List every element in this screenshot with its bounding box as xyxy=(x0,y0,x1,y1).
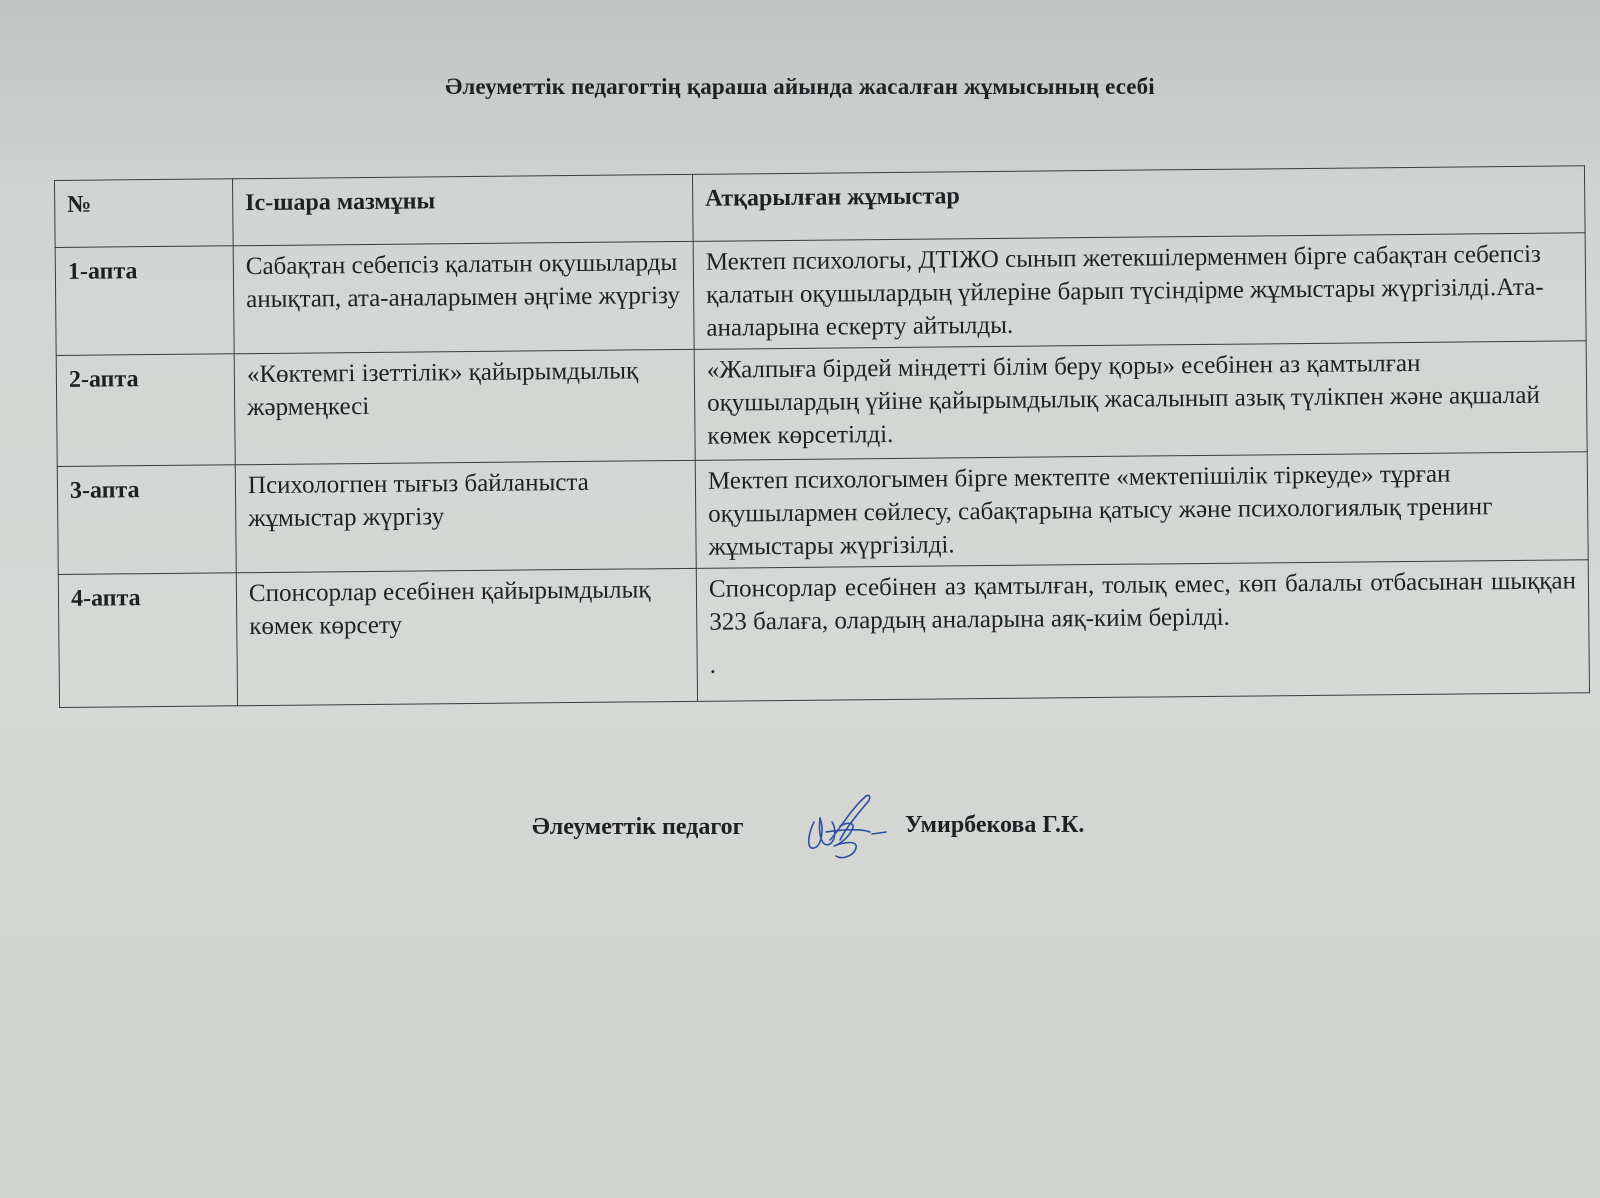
signatory-name: Умирбекова Г.К. xyxy=(905,812,1085,838)
week-cell: 2-апта xyxy=(56,354,235,467)
result-cell xyxy=(696,560,1589,702)
event-cell: «Көктемгі ізеттілік» қайырымдылық жәрмеңкесі xyxy=(234,349,695,464)
column-header-result: Атқарылған жұмыстар xyxy=(692,166,1585,242)
event-cell: Спонсорлар есебінен қайырымдылық көмек көрсету xyxy=(236,568,697,705)
signature-block xyxy=(0,788,1600,878)
column-header-event: Іс-шара мазмұны xyxy=(232,174,693,245)
table-row xyxy=(57,452,1588,575)
event-cell: Сабақтан себепсіз қалатын оқушыларды анықтап, ата-аналарымен әңгіме жүргізу xyxy=(233,241,694,353)
result-text: Спонсорлар есебінен аз қамтылған, толық емес, көп балалы отбасынан шыққан 323 балаға, олардың аналарына аяқ-киім берілді. xyxy=(708,567,1577,636)
result-cell: «Жалпыға бірдей міндетті білім беру қоры» есебінен аз қамтылған оқушылардың үйіне қайырымдылық жасалынып азық түлікпен және ақшалай көмек көрсетілді. xyxy=(694,341,1587,461)
column-header-number: № xyxy=(55,179,234,248)
event-cell: Психологпен тығыз байланыста жұмыстар жүргізу xyxy=(235,460,696,572)
report-table-wrapper xyxy=(54,165,1589,708)
report-table xyxy=(54,165,1590,708)
handwritten-signature xyxy=(800,788,900,868)
trailing-mark: . xyxy=(709,651,717,679)
table-row xyxy=(58,560,1589,708)
result-cell: Мектеп психологымен бірге мектепте «мектепішілік тіркеуде» тұрған оқушылармен сөйлесу, сабақтарына қатысу және психологиялық тренинг жұмыстары жүргізілді. xyxy=(695,452,1588,569)
document-title: Әлеуметтік педагогтің қараша айында жасалған жұмысының есебі xyxy=(445,74,1155,99)
table-row xyxy=(55,233,1586,356)
week-cell: 4-апта xyxy=(58,573,237,708)
result-cell: Мектеп психологы, ДТІЖО сынып жетекшілерменмен бірге сабақтан себепсіз қалатын оқушылардың үйлеріне барып түсіндірме жұмыстары жүргізілді.Ата-аналарына ескерту айтылды. xyxy=(693,233,1586,350)
week-cell: 3-апта xyxy=(57,465,236,575)
week-cell: 1-апта xyxy=(55,246,234,356)
table-row xyxy=(56,341,1587,467)
signatory-role: Әлеуметтік педагог xyxy=(532,814,744,840)
